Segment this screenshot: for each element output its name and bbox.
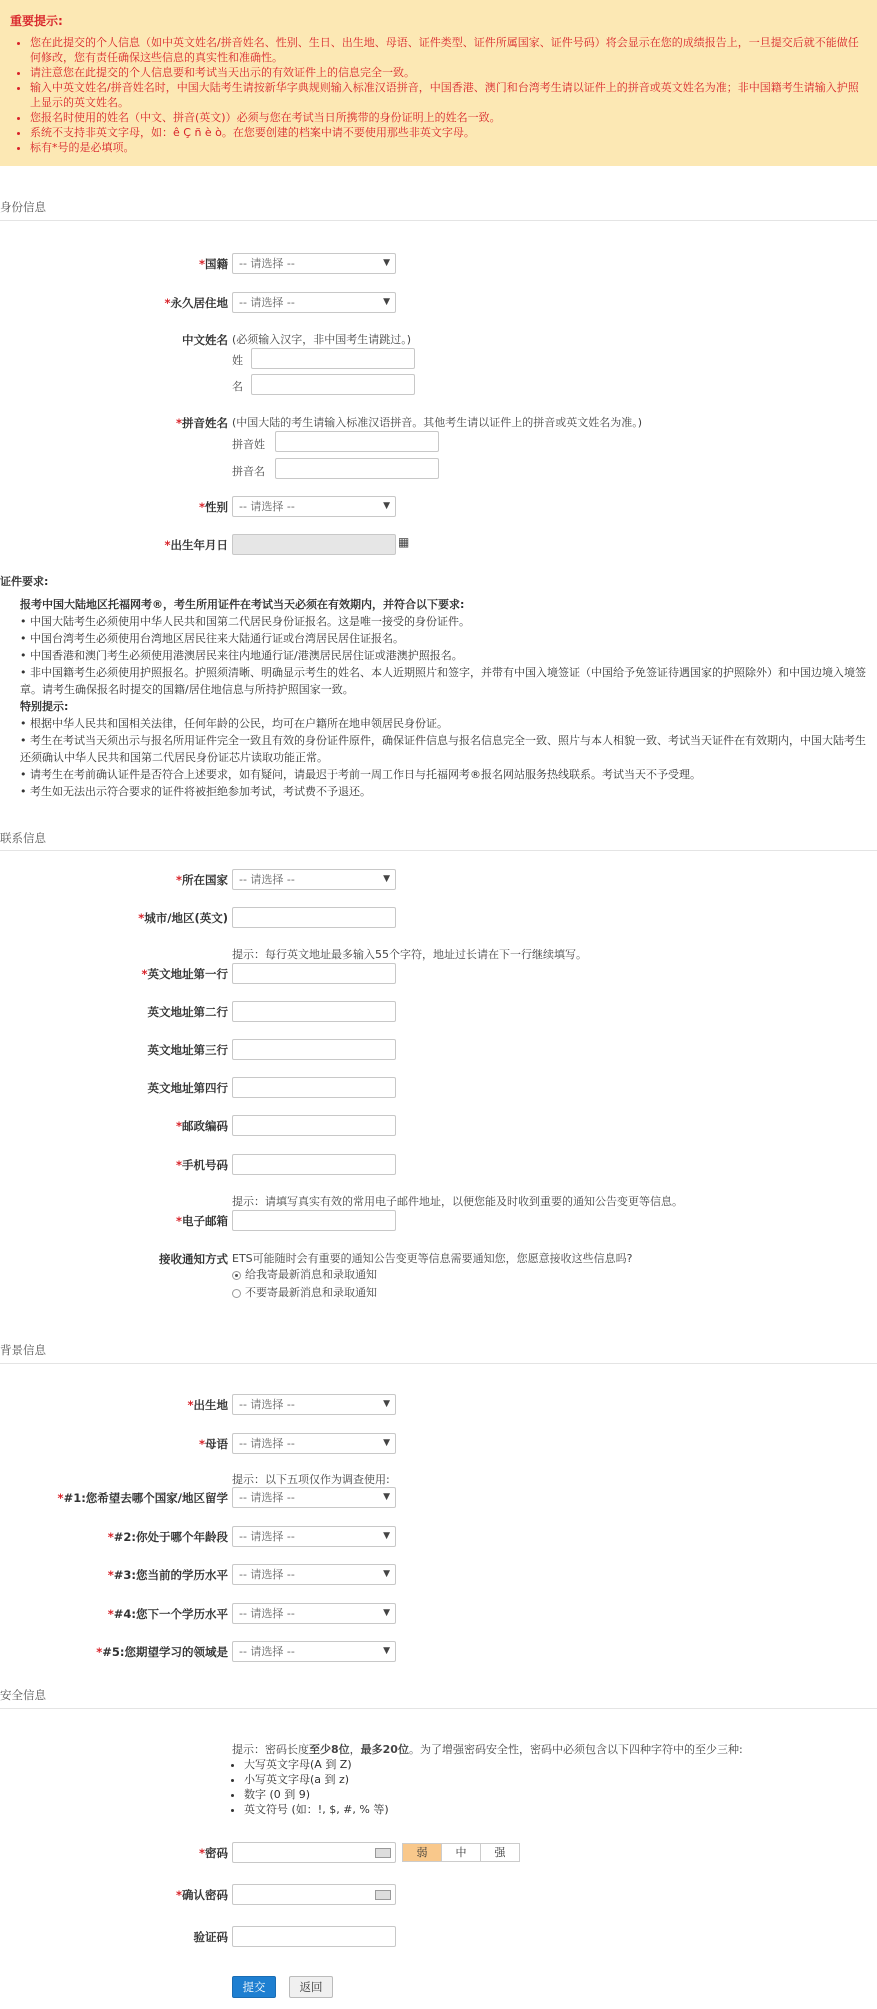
survey-q3-select[interactable]: -- 请选择 -- ▼ — [232, 1564, 396, 1585]
city-input[interactable] — [232, 907, 396, 928]
gender-label: *性别 — [198, 500, 228, 514]
notify-yes-option[interactable]: 给我寄最新消息和录取通知 — [232, 1266, 377, 1282]
strength-strong: 强 — [494, 1846, 506, 1859]
password-rule: • 英文符号 (如：!, $, #, % 等) — [244, 1802, 389, 1817]
survey-hint: 提示：以下五项仅作为调查使用: — [232, 1473, 390, 1486]
survey-q3-label: *#3:您当前的学历水平 — [107, 1568, 228, 1582]
section-identity-title: 身份信息 — [0, 200, 46, 214]
confirm-password-label: *确认密码 — [175, 1888, 228, 1902]
chevron-down-icon: ▼ — [383, 1608, 390, 1618]
section-security-title: 安全信息 — [0, 1688, 46, 1702]
gender-select[interactable]: -- 请选择 -- ▼ — [232, 496, 396, 517]
radio-unchecked-icon[interactable] — [232, 1289, 241, 1298]
survey-q4-label: *#4:您下一个学历水平 — [107, 1607, 228, 1621]
chevron-down-icon: ▼ — [383, 1438, 390, 1448]
given-name-input[interactable] — [251, 374, 415, 395]
address-line4-input[interactable] — [232, 1077, 396, 1098]
email-hint: 提示：请填写真实有效的常用电子邮件地址，以便您能及时收到重要的通知公告变更等信息。 — [232, 1195, 683, 1208]
native-language-label: *母语 — [198, 1437, 228, 1451]
notify-no-option[interactable]: 不要寄最新消息和录取通知 — [232, 1284, 377, 1300]
calendar-icon[interactable]: ▦ — [398, 535, 410, 549]
address-line3-label: 英文地址第三行 — [147, 1043, 228, 1057]
survey-q1-label: *#1:您希望去哪个国家/地区留学 — [57, 1491, 228, 1505]
password-rule: • 小写英文字母(a 到 z) — [244, 1772, 389, 1787]
notice-title: 重要提示: — [10, 14, 63, 28]
survey-q5-label: *#5:您期望学习的领域是 — [96, 1645, 228, 1659]
notice-item: • 您报名时使用的姓名（中文、拼音(英文)）必须与您在考试当日所携带的身份证明上的姓名一致。 — [30, 110, 867, 125]
country-label: *所在国家 — [175, 873, 228, 887]
survey-q1-select[interactable]: -- 请选择 -- ▼ — [232, 1487, 396, 1508]
postal-code-input[interactable] — [232, 1115, 396, 1136]
section-divider — [0, 220, 877, 221]
chinese-name-hint: (必须输入汉字，非中国考生请跳过。) — [232, 333, 412, 346]
postal-code-label: *邮政编码 — [175, 1119, 228, 1133]
chevron-down-icon: ▼ — [383, 1492, 390, 1502]
password-strength-meter — [402, 1843, 520, 1862]
birthday-input[interactable] — [232, 534, 396, 555]
id-req-special: • 根据中华人民共和国相关法律，任何年龄的公民，均可在户籍所在地申领居民身份证。 — [20, 717, 448, 730]
survey-q2-label: *#2:你处于哪个年龄段 — [107, 1530, 228, 1544]
email-label: *电子邮箱 — [175, 1214, 228, 1228]
chevron-down-icon: ▼ — [383, 501, 390, 511]
chevron-down-icon: ▼ — [383, 1531, 390, 1541]
chevron-down-icon: ▼ — [383, 297, 390, 307]
password-label: *密码 — [198, 1846, 228, 1860]
captcha-label: 验证码 — [193, 1930, 228, 1944]
nationality-label: *国籍 — [198, 257, 228, 271]
address-line4-label: 英文地址第四行 — [147, 1081, 228, 1095]
back-button[interactable]: 返回 — [289, 1976, 333, 1998]
strength-medium: 中 — [442, 1844, 481, 1861]
id-req-special: • 考生如无法出示符合要求的证件将被拒绝参加考试，考试费不予退还。 — [20, 785, 371, 798]
survey-q2-select[interactable]: -- 请选择 -- ▼ — [232, 1526, 396, 1547]
pinyin-surname-input[interactable] — [275, 431, 439, 452]
birthplace-label: *出生地 — [187, 1398, 228, 1412]
chinese-name-label: 中文姓名 — [182, 333, 228, 347]
address-line1-input[interactable] — [232, 963, 396, 984]
notify-question: ETS可能随时会有重要的通知公告变更等信息需要通知您，您愿意接收这些信息吗? — [232, 1252, 633, 1265]
id-req-rule: • 中国香港和澳门考生必须使用港澳居民来往内地通行证/港澳居民居住证或港澳护照报名。 — [20, 649, 463, 662]
surname-input[interactable] — [251, 348, 415, 369]
chevron-down-icon: ▼ — [383, 1646, 390, 1656]
id-req-rule: • 中国台湾考生必须使用台湾地区居民往来大陆通行证或台湾居民居住证报名。 — [20, 632, 404, 645]
mobile-label: *手机号码 — [175, 1158, 228, 1172]
password-input[interactable] — [232, 1842, 396, 1863]
given-name-label: 名 — [232, 380, 243, 393]
section-divider — [0, 1708, 877, 1709]
section-divider — [0, 1363, 877, 1364]
id-req-lead: 报考中国大陆地区托福网考®，考生所用证件在考试当天必须在有效期内，并符合以下要求: — [20, 598, 465, 611]
password-rule: • 大写英文字母(A 到 Z) — [244, 1757, 389, 1772]
id-req-special-title: 特别提示: — [20, 700, 69, 713]
section-background-title: 背景信息 — [0, 1343, 46, 1357]
address-line3-input[interactable] — [232, 1039, 396, 1060]
residence-label: *永久居住地 — [164, 296, 228, 310]
survey-q5-select[interactable]: -- 请选择 -- ▼ — [232, 1641, 396, 1662]
notice-item: • 标有*号的是必填项。 — [30, 140, 867, 155]
native-language-select[interactable]: -- 请选择 -- ▼ — [232, 1433, 396, 1454]
section-divider — [0, 850, 877, 851]
city-label: *城市/地区(英文) — [138, 911, 228, 925]
submit-button[interactable]: 提交 — [232, 1976, 276, 1998]
notice-item: • 输入中英文姓名/拼音姓名时，中国大陆考生请按新华字典规则输入标准汉语拼音，中国香港、澳门和台湾考生请以证件上的拼音或英文姓名为准；非中国籍考生请输入护照上显示的英文姓名。 — [30, 80, 867, 110]
country-select[interactable]: -- 请选择 -- ▼ — [232, 869, 396, 890]
radio-checked-icon[interactable] — [232, 1271, 241, 1280]
address-line2-label: 英文地址第二行 — [147, 1005, 228, 1019]
pinyin-given-input[interactable] — [275, 458, 439, 479]
section-contact-title: 联系信息 — [0, 831, 46, 845]
chevron-down-icon: ▼ — [383, 1399, 390, 1409]
email-input[interactable] — [232, 1210, 396, 1231]
notice-item: • 您在此提交的个人信息（如中英文姓名/拼音姓名、性别、生日、出生地、母语、证件类型、证件所属国家、证件号码）将会显示在您的成绩报告上，一旦提交后就不能做任何修改，您有责任确保这些信息的真实性和准确性。 — [30, 35, 867, 65]
keyboard-icon[interactable] — [375, 1848, 391, 1858]
id-requirements — [0, 573, 877, 800]
address-hint: 提示：每行英文地址最多输入55个字符，地址过长请在下一行继续填写。 — [232, 948, 587, 961]
chevron-down-icon: ▼ — [383, 1569, 390, 1579]
residence-select[interactable]: -- 请选择 -- ▼ — [232, 292, 396, 313]
id-req-special: • 请考生在考前确认证件是否符合上述要求，如有疑问，请最迟于考前一周工作日与托福网考®报名网站服务热线联系。考试当天不予受理。 — [20, 768, 701, 781]
id-req-rule: • 中国大陆考生必须使用中华人民共和国第二代居民身份证报名。这是唯一接受的身份证件。 — [20, 615, 470, 628]
chevron-down-icon: ▼ — [383, 258, 390, 268]
keyboard-icon[interactable] — [375, 1890, 391, 1900]
confirm-password-input[interactable] — [232, 1884, 396, 1905]
address-line2-input[interactable] — [232, 1001, 396, 1022]
pinyin-given-label: 拼音名 — [232, 465, 265, 478]
notice-list — [10, 35, 867, 155]
mobile-input[interactable] — [232, 1154, 396, 1175]
notice-item: • 请注意您在此提交的个人信息要和考试当天出示的有效证件上的信息完全一致。 — [30, 65, 867, 80]
birthday-label: *出生年月日 — [164, 538, 228, 552]
id-req-rule: • 非中国籍考生必须使用护照报名。护照须清晰、明确显示考生的姓名、本人近期照片和签字，并带有中国入境签证（中国给予免签证待遇国家的护照除外）和中国边境入境签章。请考生确保报名时提交的国籍/居住地信息与所持护照国家一致。 — [20, 666, 866, 696]
chevron-down-icon: ▼ — [383, 874, 390, 884]
address-line1-label: *英文地址第一行 — [141, 967, 228, 981]
pinyin-name-hint: (中国大陆的考生请输入标准汉语拼音。其他考生请以证件上的拼音或英文姓名为准。) — [232, 416, 643, 429]
surname-label: 姓 — [232, 354, 243, 367]
password-hint: 提示：密码长度至少8位，最多20位。为了增强密码安全性，密码中必须包含以下四种字符中的至少三种: — [232, 1743, 743, 1756]
id-req-title: 证件要求: — [0, 575, 49, 588]
notice-item: • 系统不支持非英文字母，如：ê Ç ñ è ò。在您要创建的档案中请不要使用那些非英文字母。 — [30, 125, 867, 140]
notify-label: 接收通知方式 — [159, 1252, 228, 1266]
password-rules — [232, 1757, 389, 1817]
birthplace-select[interactable]: -- 请选择 -- ▼ — [232, 1394, 396, 1415]
captcha-input[interactable] — [232, 1926, 396, 1947]
important-notice — [0, 0, 877, 166]
survey-q4-select[interactable]: -- 请选择 -- ▼ — [232, 1603, 396, 1624]
password-rule: • 数字 (0 到 9) — [244, 1787, 389, 1802]
pinyin-name-label: *拼音姓名 — [175, 416, 228, 430]
strength-weak: 弱 — [403, 1844, 442, 1861]
nationality-select[interactable]: -- 请选择 -- ▼ — [232, 253, 396, 274]
id-req-special: • 考生在考试当天须出示与报名所用证件完全一致且有效的身份证件原件，确保证件信息与报名信息完全一致、照片与本人相貌一致、考试当天证件在有效期内，中国大陆考生还须确认中华人民共和国第二代居民身份证芯片读取功能正常。 — [20, 734, 866, 764]
pinyin-surname-label: 拼音姓 — [232, 438, 265, 451]
